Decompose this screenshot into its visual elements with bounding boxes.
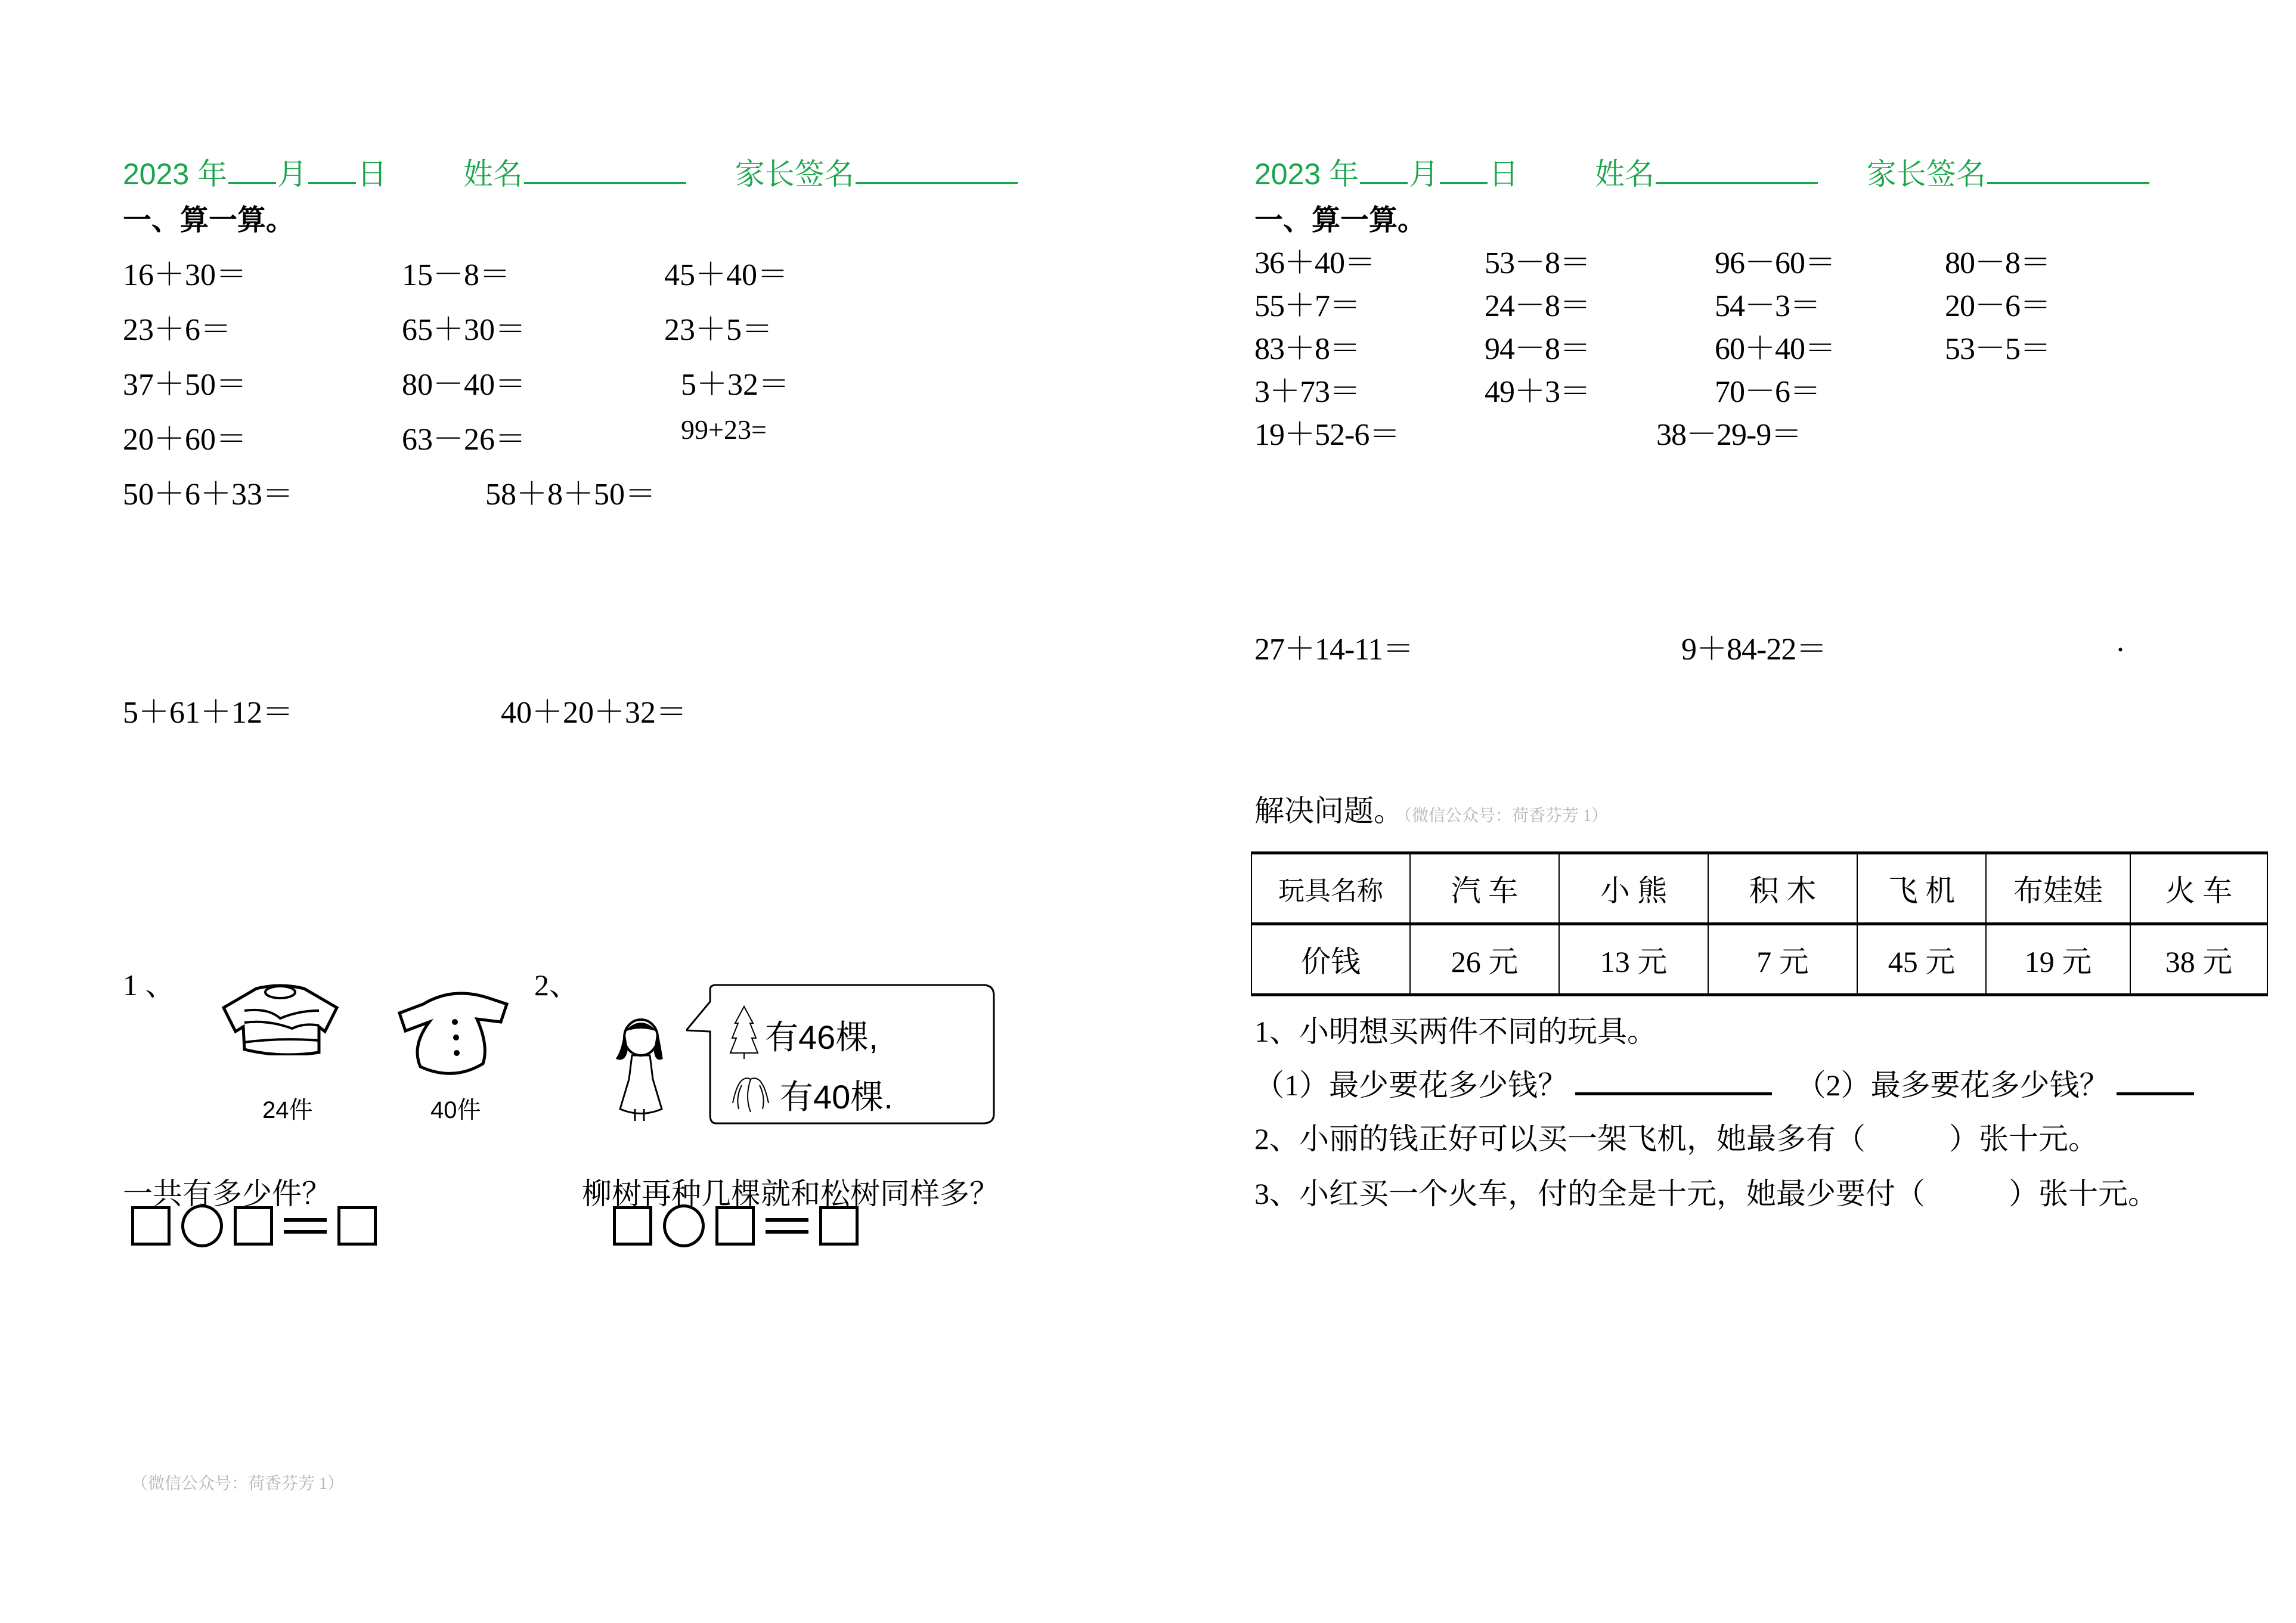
month-blank[interactable]	[1360, 158, 1408, 184]
month-blank[interactable]	[228, 158, 276, 184]
question-1-sub1: （1）最少要花多少钱？	[1254, 1068, 1567, 1102]
speech-line-2: 有40棵.	[780, 1078, 893, 1116]
equation: 23＋6＝	[123, 313, 232, 347]
equation: 53－8＝	[1485, 246, 1591, 280]
equation: 23＋5＝	[664, 313, 773, 347]
equation: 38－29-9＝	[1656, 418, 1802, 452]
equation: 15－8＝	[402, 258, 511, 292]
speech-line-1: 有46棵,	[765, 1018, 878, 1056]
section-title-calc: 一、算一算。	[1254, 203, 1427, 237]
parent-sign-blank[interactable]	[1987, 158, 2149, 184]
equation: 9＋84-22＝	[1681, 633, 1827, 667]
price-cell: 19 元	[1986, 924, 2130, 995]
equation: 80－8＝	[1945, 246, 2051, 280]
name-blank[interactable]	[1656, 158, 1818, 184]
equation: 36＋40＝	[1254, 246, 1375, 280]
equation: 63－26＝	[402, 423, 526, 457]
name-label: 姓名	[463, 157, 523, 191]
pine-tree-icon	[729, 1005, 759, 1059]
equation: 83＋8＝	[1254, 332, 1361, 366]
parent-sign-label: 家长签名	[735, 157, 854, 191]
answer-blank-max[interactable]	[2117, 1086, 2194, 1095]
dress-count-label: 40件	[430, 1097, 481, 1123]
month-label: 月	[277, 157, 308, 191]
price-cell: 26 元	[1410, 924, 1559, 995]
equation: 40＋20＋32＝	[501, 696, 687, 730]
equation: 20＋60＝	[123, 423, 247, 457]
equals-sign	[284, 1218, 327, 1234]
price-cell: 13 元	[1559, 924, 1708, 995]
equation: 27＋14-11＝	[1254, 633, 1414, 667]
day-blank[interactable]	[308, 158, 356, 184]
equation: 19＋52-6＝	[1254, 418, 1400, 452]
equation: 49＋3＝	[1485, 375, 1591, 409]
equation: 99+23=	[681, 414, 767, 445]
t-shirt-count-label: 24件	[262, 1097, 313, 1123]
question-1: 1、小明想买两件不同的玩具。	[1254, 1015, 1657, 1048]
answer-box[interactable]	[715, 1206, 755, 1246]
question-2	[1254, 1115, 2098, 1158]
equation: 24－8＝	[1485, 289, 1591, 323]
answer-box[interactable]	[613, 1206, 652, 1246]
equation: 45＋40＝	[664, 258, 789, 292]
table-row-names	[1251, 853, 2267, 924]
equation: 53－5＝	[1945, 332, 2051, 366]
equation: 58＋8＋50＝	[485, 478, 656, 512]
equation: 60＋40＝	[1715, 332, 1836, 366]
equation: 37＋50＝	[123, 368, 247, 402]
year-label: 2023 年	[123, 157, 228, 191]
left-header	[123, 150, 1019, 193]
problem-2-number: 2、	[534, 968, 579, 1002]
toy-name-cell: 小 熊	[1559, 853, 1708, 924]
problem-1-number: 1 、	[123, 968, 175, 1002]
question-1-sub2: （2）最多要花多少钱？	[1796, 1068, 2109, 1102]
problem-2-question: 柳树再种几棵就和松树同样多？	[582, 1177, 999, 1210]
equation: 5＋61＋12＝	[123, 696, 294, 730]
answer-box[interactable]	[234, 1206, 273, 1246]
month-label: 月	[1409, 157, 1439, 191]
dress-icon	[393, 986, 513, 1082]
equation: 3＋73＝	[1254, 375, 1361, 409]
problem-1-question: 一共有多少件？	[123, 1177, 331, 1210]
toy-name-cell: 积 木	[1708, 853, 1857, 924]
equation: 20－6＝	[1945, 289, 2051, 323]
equation: 50＋6＋33＝	[123, 478, 294, 512]
question-3	[1254, 1170, 2158, 1213]
equation: 65＋30＝	[402, 313, 526, 347]
question-2-text-a: 2、小丽的钱正好可以买一架飞机，她最多有（	[1254, 1122, 1866, 1156]
equation: 55＋7＝	[1254, 289, 1361, 323]
day-label: 日	[357, 157, 388, 191]
question-3-text-a: 3、小红买一个火车，付的全是十元，她最少要付（	[1254, 1177, 1925, 1210]
toy-name-cell: 汽 车	[1410, 853, 1559, 924]
equation: 80－40＝	[402, 368, 526, 402]
answer-box[interactable]	[337, 1206, 377, 1246]
name-label: 姓名	[1594, 157, 1654, 191]
willow-tree-icon	[727, 1067, 774, 1115]
equation: 70－6＝	[1715, 375, 1821, 409]
equation: 94－8＝	[1485, 332, 1591, 366]
row-label-price: 价钱	[1251, 924, 1410, 995]
day-blank[interactable]	[1440, 158, 1488, 184]
right-header	[1254, 150, 2151, 193]
girl-icon	[608, 1014, 680, 1127]
row-label-toy-name: 玩具名称	[1251, 853, 1410, 924]
price-cell: 45 元	[1857, 924, 1986, 995]
toy-name-cell: 布娃娃	[1986, 853, 2130, 924]
t-shirt-icon	[221, 984, 340, 1055]
toy-name-cell: 飞 机	[1857, 853, 1986, 924]
section-title-calc: 一、算一算。	[123, 203, 295, 237]
question-1-sub	[1254, 1061, 2194, 1104]
name-blank[interactable]	[524, 158, 686, 184]
section2-watermark: （微信公众号：荷香芬芳 1）	[1403, 807, 1609, 825]
equals-sign	[766, 1218, 808, 1234]
equation: 16＋30＝	[123, 258, 247, 292]
equation: 5＋32＝	[681, 368, 790, 402]
question-3-text-b: ）张十元。	[2009, 1177, 2158, 1210]
problem-1-answer-boxes	[131, 1204, 377, 1247]
operator-circle[interactable]	[663, 1204, 705, 1247]
operator-circle[interactable]	[181, 1204, 223, 1247]
parent-sign-label: 家长签名	[1866, 157, 1986, 191]
parent-sign-blank[interactable]	[856, 158, 1018, 184]
stray-dot: .	[2117, 624, 2124, 658]
answer-box[interactable]	[131, 1206, 171, 1246]
answer-blank-min[interactable]	[1575, 1086, 1772, 1095]
toy-price-table	[1251, 851, 2268, 996]
day-label: 日	[1489, 157, 1519, 191]
watermark: （微信公众号：荷香芬芳 1）	[131, 1475, 345, 1493]
table-row-prices	[1251, 924, 2267, 995]
problem-2-answer-boxes	[613, 1204, 859, 1247]
price-cell: 38 元	[2130, 924, 2267, 995]
section2-title: 解决问题。	[1254, 794, 1403, 828]
equation: 96－60＝	[1715, 246, 1836, 280]
toy-name-cell: 火 车	[2130, 853, 2267, 924]
answer-box[interactable]	[819, 1206, 859, 1246]
price-cell: 7 元	[1708, 924, 1857, 995]
year-label: 2023 年	[1254, 157, 1359, 191]
equation: 54－3＝	[1715, 289, 1821, 323]
section-title-problems	[1254, 787, 1608, 830]
question-2-text-b: ）张十元。	[1949, 1122, 2098, 1156]
